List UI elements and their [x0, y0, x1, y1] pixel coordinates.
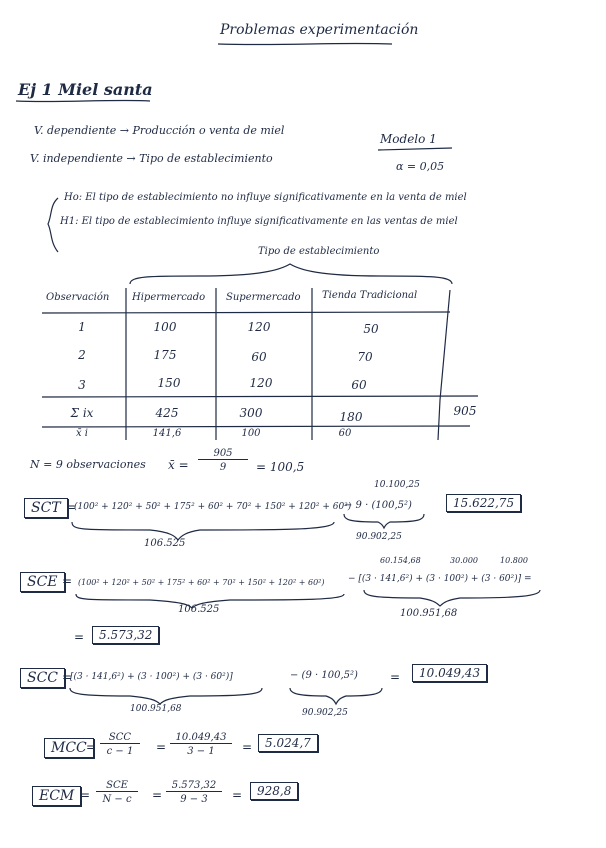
cell-value: 120: [249, 376, 273, 390]
mean-lhs: x̄ =: [168, 458, 189, 472]
cell-value: 175: [153, 348, 177, 362]
sce-sumsq: (100² + 120² + 50² + 175² + 60² + 70² + 150² + 120² + 60²): [78, 578, 325, 587]
cell-value: 70: [357, 350, 373, 364]
scc-minus-value: 90.902,25: [302, 708, 348, 718]
ecm-numerator-value: 5.573,32: [166, 780, 222, 792]
sct-sumsq-value: 106.525: [144, 538, 186, 549]
sum-value: 425: [155, 406, 179, 420]
null-hypothesis: Ho: El tipo de establecimiento no influye significativamente en la venta de miel: [64, 192, 467, 203]
header-hipermercado: Hipermercado: [132, 292, 206, 303]
header-supermercado: Supermercado: [226, 292, 301, 303]
ecm-numerator: SCE: [96, 780, 138, 792]
alt-hypothesis: H1: El tipo de establecimiento influye significativamente en las ventas de miel: [60, 216, 458, 227]
sce-note-1: 60.154,68: [380, 556, 421, 565]
sct-sumsq: (100² + 120² + 50² + 175² + 60² + 70² + 150² + 120² + 60²): [74, 502, 352, 512]
independent-variable: V. independiente → Tipo de establecimiento: [30, 152, 273, 165]
sum-value: 300: [239, 406, 263, 420]
ecm-denominator-value: 9 − 3: [180, 794, 208, 805]
ecm-fraction: [96, 780, 138, 805]
scc-eq: =: [62, 670, 73, 684]
sct-eq: =: [66, 500, 77, 514]
ecm-eq3: =: [232, 788, 243, 802]
header-observation: Observación: [46, 292, 110, 303]
sce-eq: =: [62, 574, 73, 588]
mcc-result: 5.024,7: [258, 734, 318, 752]
row-obs: 3: [78, 378, 86, 392]
sce-note-3: 10.800: [500, 556, 528, 565]
mcc-denominator: c − 1: [106, 746, 134, 757]
sce-note-2: 30.000: [450, 556, 478, 565]
alpha-level: α = 0,05: [396, 160, 445, 173]
ecm-denominator: N − c: [102, 794, 132, 805]
sct-result: 15.622,75: [446, 494, 521, 512]
n-observations: N = 9 observaciones: [30, 458, 146, 471]
ecm-eq2: =: [152, 788, 163, 802]
cell-value: 120: [247, 320, 271, 334]
ecm-label: ECM: [32, 786, 81, 806]
mcc-eq3: =: [242, 740, 253, 754]
cell-value: 60: [351, 378, 367, 392]
mean-value: 60: [338, 428, 352, 439]
mcc-numerator: SCC: [100, 732, 140, 744]
mean-numerator: 905: [198, 448, 248, 460]
mean-label: x̄ i: [75, 428, 89, 439]
scc-result: 10.049,43: [412, 664, 487, 682]
scc-result-eq: =: [390, 670, 401, 684]
sct-note: 10.100,25: [374, 480, 420, 490]
ecm-fraction-values: [166, 780, 222, 805]
ecm-result: 928,8: [250, 782, 298, 800]
mcc-numerator-value: 10.049,43: [170, 732, 232, 744]
mcc-eq: =: [86, 740, 97, 754]
exercise-title: Ej 1 Miel santa: [18, 80, 153, 99]
cell-value: 60: [251, 350, 267, 364]
scc-minus: − (9 · 100,5²): [290, 670, 358, 681]
sce-between-value: 100.951,68: [400, 608, 458, 619]
group-label: Tipo de establecimiento: [258, 246, 380, 257]
mcc-denominator-value: 3 − 1: [187, 746, 215, 757]
sum-label: Σ ix: [70, 406, 94, 420]
sct-minus: − 9 · (100,5²): [344, 500, 412, 511]
ecm-eq: =: [80, 788, 91, 802]
grand-total: 905: [453, 404, 477, 418]
mean-denominator: 9: [219, 462, 227, 473]
dependent-variable: V. dependiente → Producción o venta de miel: [34, 124, 285, 137]
sum-value: 180: [339, 410, 363, 424]
cell-value: 150: [157, 376, 181, 390]
cell-value: 50: [363, 322, 379, 336]
scc-label: SCC: [20, 668, 65, 688]
model-label: Modelo 1: [380, 132, 437, 146]
row-obs: 1: [78, 320, 86, 334]
scc-between: [(3 · 141,6²) + (3 · 100²) + (3 · 60²)]: [70, 672, 233, 682]
sce-result: 5.573,32: [92, 626, 159, 644]
cell-value: 100: [153, 320, 177, 334]
mcc-fraction: [100, 732, 140, 757]
page-title: Problemas experimentación: [220, 22, 419, 38]
row-obs: 2: [78, 348, 86, 362]
sce-result-eq: =: [74, 630, 85, 644]
sce-label: SCE: [20, 572, 65, 592]
sct-label: SCT: [24, 498, 68, 518]
mcc-label: MCC: [44, 738, 94, 758]
mean-value: 141,6: [152, 428, 182, 439]
sce-minus: − [(3 · 141,6²) + (3 · 100²) + (3 · 60²)] =: [348, 574, 532, 584]
mean-value: 100: [241, 428, 261, 439]
mean-fraction: [198, 448, 248, 473]
scc-between-value: 100.951,68: [130, 704, 182, 714]
sce-sumsq-value: 106.525: [178, 604, 220, 615]
sct-correction-value: 90.902,25: [356, 532, 402, 542]
mean-result: = 100,5: [256, 460, 305, 474]
header-tienda-tradicional: Tienda Tradicional: [322, 290, 418, 301]
mcc-fraction-values: [170, 732, 232, 757]
mcc-eq2: =: [156, 740, 167, 754]
